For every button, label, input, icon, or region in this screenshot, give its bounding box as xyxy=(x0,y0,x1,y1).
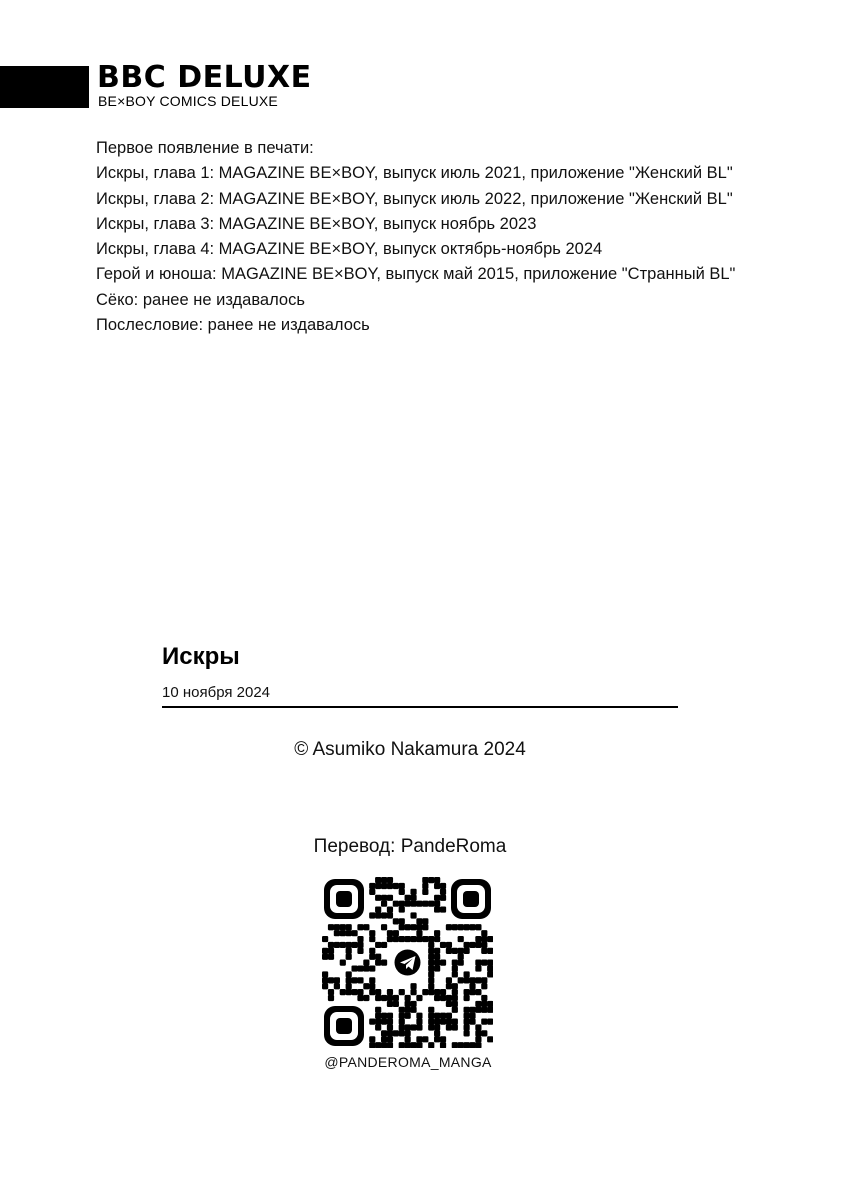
qr-finder-bottom-left xyxy=(324,1006,364,1046)
publication-date: 10 ноября 2024 xyxy=(162,684,271,701)
brand-subtitle: BE×BOY COMICS DELUXE xyxy=(98,93,278,109)
credit-line: Герой и юноша: MAGAZINE BE×BOY, выпуск май 2015, приложение "Странный BL" xyxy=(96,265,736,284)
brand-black-bar xyxy=(0,66,89,108)
book-title: Искры xyxy=(162,643,240,670)
copyright-notice: © Asumiko Nakamura 2024 xyxy=(294,739,526,760)
credit-line: Искры, глава 3: MAGAZINE BE×BOY, выпуск ноябрь 2023 xyxy=(96,214,537,233)
brand-title: BBC DELUXE xyxy=(97,60,312,95)
title-divider xyxy=(162,706,678,708)
credit-line: Искры, глава 2: MAGAZINE BE×BOY, выпуск июль 2022, приложение "Женский BL" xyxy=(96,189,733,208)
telegram-handle: @PANDEROMA_MANGA xyxy=(324,1054,492,1070)
translator-credit: Перевод: PandeRoma xyxy=(313,836,507,857)
credit-line: Послесловие: ранее не издавалось xyxy=(96,316,370,335)
credit-line: Искры, глава 1: MAGAZINE BE×BOY, выпуск июль 2021, приложение "Женский BL" xyxy=(96,164,733,183)
credits-heading: Первое появление в печати: xyxy=(96,139,314,157)
first-publication-credits xyxy=(96,136,735,338)
qr-finder-top-right xyxy=(451,879,491,919)
qr-finder-top-left xyxy=(324,879,364,919)
telegram-icon xyxy=(390,945,426,981)
qr-code[interactable] xyxy=(322,877,493,1048)
credit-line: Сёко: ранее не издавалось xyxy=(96,290,305,309)
credit-line: Искры, глава 4: MAGAZINE BE×BOY, выпуск октябрь-ноябрь 2024 xyxy=(96,240,603,259)
